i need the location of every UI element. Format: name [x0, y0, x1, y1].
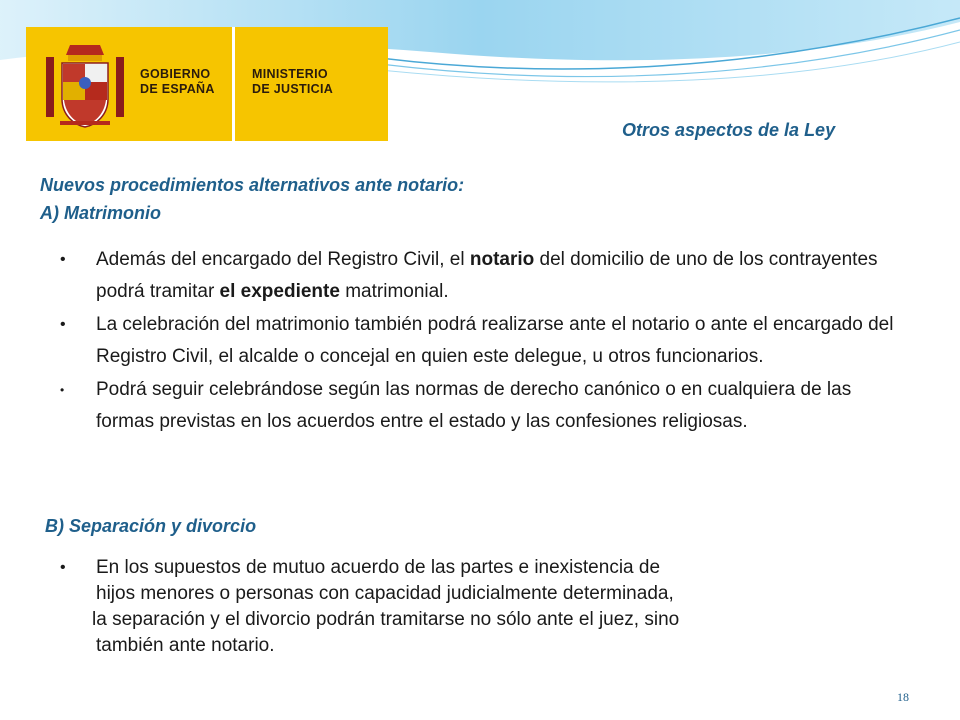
- bullet-text: Además del encargado del Registro Civil, el: [96, 249, 470, 270]
- list-item: [58, 244, 898, 308]
- bullet-line: también ante notario.: [96, 635, 275, 656]
- logo-line-1: GOBIERNO: [140, 67, 211, 81]
- bullet-text: La celebración del matrimonio también podrá realizarse ante el notario o ante el encargado del Registro Civil, el alcalde o concejal en quien este delegue, u otros funcionarios.: [96, 314, 894, 367]
- coat-of-arms-icon: [40, 37, 130, 133]
- bullet-text: matrimonial.: [339, 281, 449, 302]
- logo-divider: [232, 27, 235, 141]
- logo-ministry-text: [252, 67, 333, 97]
- section-tag: Otros aspectos de la Ley: [622, 120, 836, 140]
- bullet-bold: notario: [469, 249, 535, 270]
- bullet-text: del domicilio de uno de los contrayentes podrá tramitar: [96, 249, 878, 302]
- government-logo: [26, 27, 388, 141]
- slide-heading: [40, 171, 464, 227]
- bullet-icon: •: [60, 383, 65, 397]
- bullet-list-a: [58, 244, 898, 439]
- bullet-text: Podrá seguir celebrándose según las normas de derecho canónico o en cualquiera de las formas previstas en los acuerdos entre el estado y las confesiones religiosas.: [96, 379, 852, 432]
- page-number: 18: [897, 690, 909, 704]
- heading-line-1: Nuevos procedimientos alternativos ante notario:: [40, 175, 465, 195]
- bullet-icon: •: [60, 559, 66, 576]
- bullet-list-b: [58, 555, 858, 659]
- heading-line-2: A) Matrimonio: [40, 203, 161, 223]
- bullet-line: la separación y el divorcio podrán tramitarse no sólo ante el juez, sino: [92, 609, 680, 630]
- bullet-line: hijos menores o personas con capacidad judicialmente determinada,: [96, 583, 674, 604]
- bullet-bold: el expediente: [219, 281, 340, 302]
- logo-line-3: MINISTERIO: [252, 67, 328, 81]
- logo-line-2: DE ESPAÑA: [140, 82, 215, 96]
- bullet-icon: •: [60, 251, 66, 268]
- list-item: [58, 309, 898, 373]
- subheading: B) Separación y divorcio: [45, 516, 257, 536]
- logo-government-text: [140, 67, 215, 97]
- list-item: [58, 555, 858, 659]
- bullet-line: En los supuestos de mutuo acuerdo de las partes e inexistencia de: [96, 557, 661, 578]
- bullet-icon: •: [60, 316, 66, 333]
- logo-line-4: DE JUSTICIA: [252, 82, 334, 96]
- list-item: [58, 374, 898, 438]
